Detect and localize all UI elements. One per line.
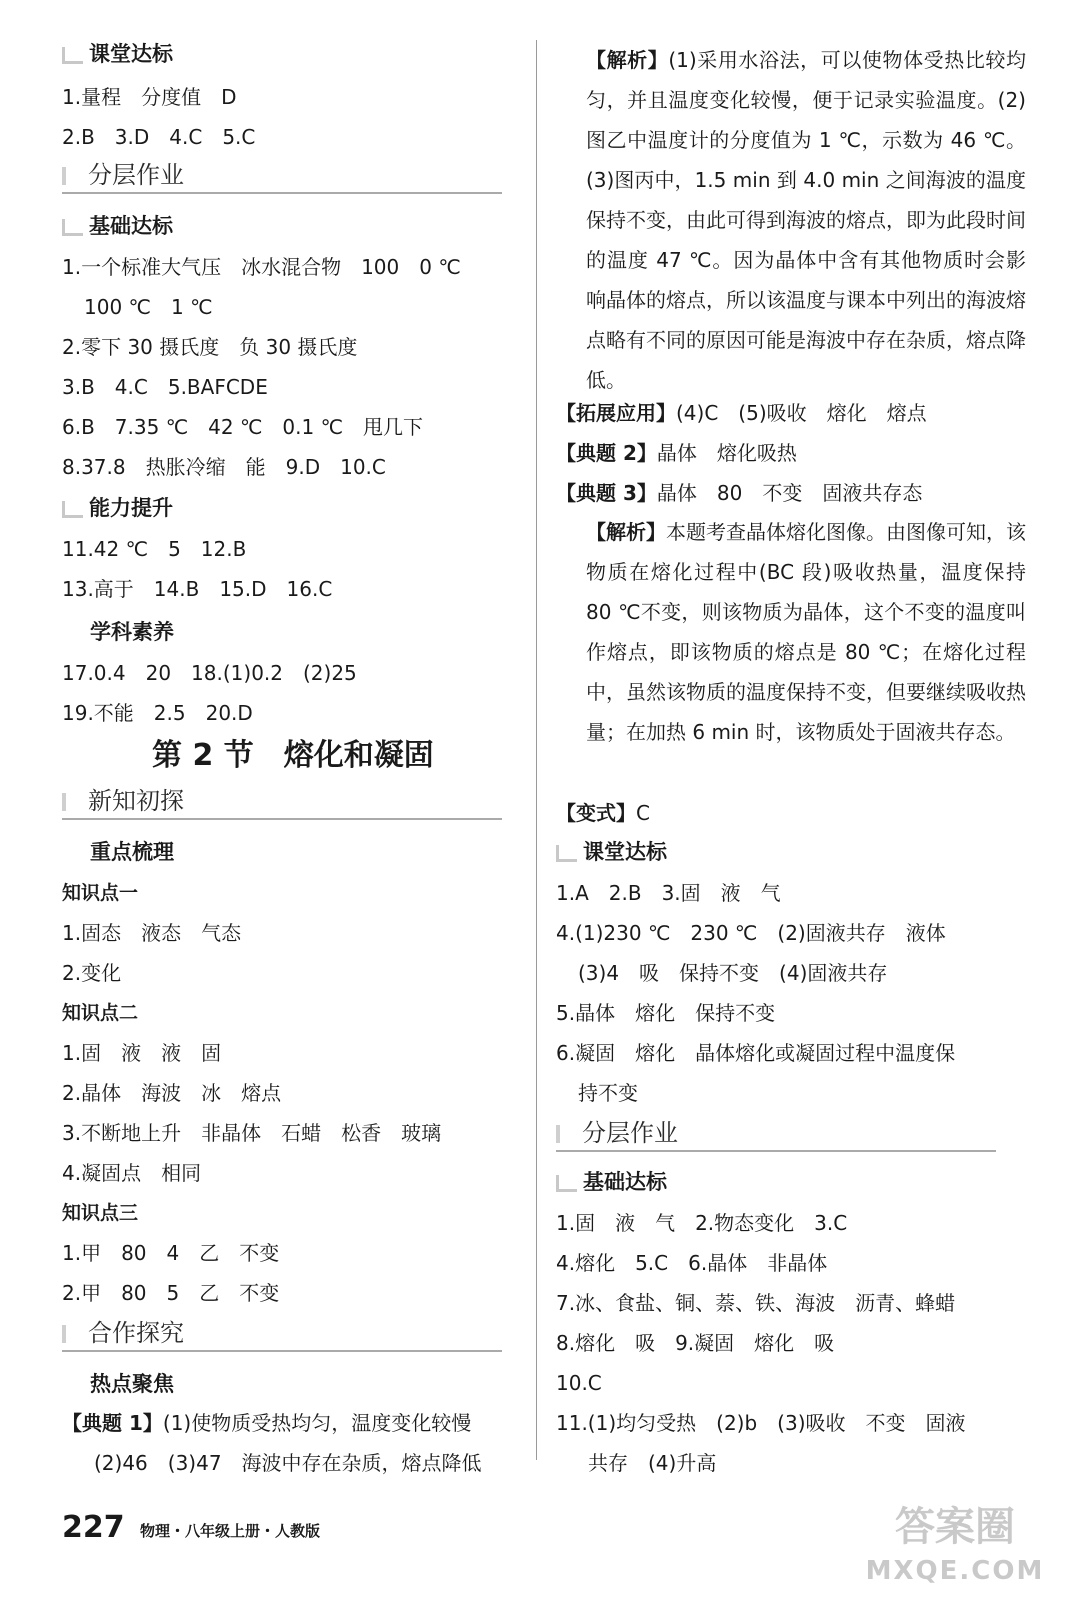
heading-marker-icon <box>62 47 83 64</box>
band-marker-icon <box>62 1325 80 1343</box>
page-number: 227 <box>62 1510 125 1545</box>
answer-line: 11.(1)均匀受热 (2)b (3)吸收 不变 固液 <box>556 1411 966 1435</box>
answer-line: 【拓展应用】(4)C (5)吸收 熔化 熔点 <box>556 401 927 425</box>
answer-line: 2.变化 <box>62 961 122 985</box>
answer-line: 【典题 2】晶体 熔化吸热 <box>556 441 797 465</box>
heading-marker-icon <box>556 845 577 862</box>
answer-line: 持不变 <box>578 1081 638 1105</box>
answer-line: 1.固态 液态 气态 <box>62 921 242 945</box>
heading-ketang: 课堂达标 <box>556 838 667 866</box>
question-label: 【典题 2】 <box>556 441 657 465</box>
answer-line: 13.高于 14.B 15.D 16.C <box>62 577 333 601</box>
heading-xueke: 学科素养 <box>90 620 174 644</box>
question-label: 【拓展应用】 <box>556 401 676 425</box>
heading-zhongdian: 重点梳理 <box>90 840 174 864</box>
answer-line: 17.0.4 20 18.(1)0.2 (2)25 <box>62 661 357 685</box>
answer-line: (2)46 (3)47 海波中存在杂质，熔点降低 <box>94 1451 482 1475</box>
analysis-label: 【解析】 <box>586 520 666 544</box>
answer-line: 1.一个标准大气压 冰水混合物 100 0 ℃ <box>62 255 461 279</box>
heading-marker-icon <box>62 219 83 236</box>
watermark-logo <box>860 1505 1050 1595</box>
heading-redian: 热点聚焦 <box>90 1372 174 1396</box>
answer-line: 100 ℃ 1 ℃ <box>84 295 213 319</box>
band-marker-icon <box>62 793 80 811</box>
watermark-bottom: MXQE.COM <box>865 1556 1045 1586</box>
answer-line: 1.固 液 气 2.物态变化 3.C <box>556 1211 848 1235</box>
answer-line: 8.37.8 热胀冷缩 能 9.D 10.C <box>62 455 386 479</box>
answer-line: 8.熔化 吸 9.凝固 熔化 吸 <box>556 1331 835 1355</box>
heading-jichu: 基础达标 <box>556 1168 667 1196</box>
answer-line: (3)4 吸 保持不变 (4)固液共存 <box>578 961 888 985</box>
watermark-top: 答案圈 <box>895 1504 1015 1550</box>
answer-line: 4.(1)230 ℃ 230 ℃ (2)固液共存 液体 <box>556 921 946 945</box>
question-label: 【典题 1】 <box>62 1411 163 1435</box>
answer-line: 共存 (4)升高 <box>588 1451 717 1475</box>
answer-line: 5.晶体 熔化 保持不变 <box>556 1001 776 1025</box>
answer-line: 2.B 3.D 4.C 5.C <box>62 125 256 149</box>
answer-line: 1.固 液 液 固 <box>62 1041 222 1065</box>
band-fenceng: 分层作业 <box>62 158 502 194</box>
answer-line: 4.熔化 5.C 6.晶体 非晶体 <box>556 1251 828 1275</box>
answer-line: 2.晶体 海波 冰 熔点 <box>62 1081 282 1105</box>
answer-line: 【典题 3】晶体 80 不变 固液共存态 <box>556 481 923 505</box>
answer-line: 2.甲 80 5 乙 不变 <box>62 1281 280 1305</box>
answer-line: 2.零下 30 摄氏度 负 30 摄氏度 <box>62 335 358 359</box>
knowledge-point-label: 知识点一 <box>62 882 139 904</box>
question-label: 【变式】 <box>556 801 636 825</box>
answer-line: 11.42 ℃ 5 12.B <box>62 537 247 561</box>
band-xinzhi: 新知初探 <box>62 784 502 820</box>
book-info: 物理・八年级上册・人教版 <box>140 1522 321 1540</box>
analysis-paragraph: 【解析】(1)采用水浴法，可以使物体受热比较均匀，并且温度变化较慢，便于记录实验温度。(2)图乙中温度计的分度值为 1 ℃，示数为 46 ℃。(3)图丙中，1.5 min 到 4.0 min 之间海波的温度保持不变，由此可得到海波的熔点，即为此段时间的温度 47 ℃。因为晶体中含有其他物质时会影响晶体的熔点，所以该温度与课本中列出的海波熔点略有不同的原因可能是海波中存在杂质，熔点降低。 <box>586 48 1026 392</box>
answer-line: 6.B 7.35 ℃ 42 ℃ 0.1 ℃ 甩几下 <box>62 415 424 439</box>
heading-marker-icon <box>556 1175 577 1192</box>
answer-line: 【变式】C <box>556 801 650 825</box>
heading-jichu: 基础达标 <box>62 212 173 240</box>
heading-nengli: 能力提升 <box>62 494 173 522</box>
band-fenceng: 分层作业 <box>556 1116 996 1152</box>
answer-line: 3.B 4.C 5.BAFCDE <box>62 375 268 399</box>
band-marker-icon <box>62 167 80 185</box>
answer-line: 19.不能 2.5 20.D <box>62 701 253 725</box>
answer-line: 4.凝固点 相同 <box>62 1161 202 1185</box>
answer-line: 【典题 1】(1)使物质受热均匀，温度变化较慢 <box>62 1411 472 1435</box>
answer-line: 3.不断地上升 非晶体 石蜡 松香 玻璃 <box>62 1121 442 1145</box>
knowledge-point-label: 知识点二 <box>62 1002 139 1024</box>
question-label: 【典题 3】 <box>556 481 657 505</box>
answer-line: 1.A 2.B 3.固 液 气 <box>556 881 781 905</box>
answer-line: 6.凝固 熔化 晶体熔化或凝固过程中温度保 <box>556 1041 956 1065</box>
analysis-paragraph: 【解析】本题考查晶体熔化图像。由图像可知，该物质在熔化过程中(BC 段)吸收热量，温度保持 80 ℃不变，则该物质为晶体，这个不变的温度叫作熔点，即该物质的熔点是 80 ℃；在熔化过程中，虽然该物质的温度保持不变，但要继续吸收热量；在加热 6 min 时，该物质处于固液共存态。 <box>586 520 1026 744</box>
band-marker-icon <box>556 1125 574 1143</box>
band-hezuo: 合作探究 <box>62 1316 502 1352</box>
answer-line: 1.量程 分度值 D <box>62 85 237 109</box>
section-title: 第 2 节 熔化和凝固 <box>152 738 434 773</box>
knowledge-point-label: 知识点三 <box>62 1202 139 1224</box>
analysis-label: 【解析】 <box>586 48 669 72</box>
column-divider <box>536 40 537 1460</box>
answer-line: 7.冰、食盐、铜、萘、铁、海波 沥青、蜂蜡 <box>556 1291 956 1315</box>
heading-marker-icon <box>62 501 83 518</box>
answer-line: 1.甲 80 4 乙 不变 <box>62 1241 280 1265</box>
heading-ketang: 课堂达标 <box>62 40 173 68</box>
answer-line: 10.C <box>556 1371 602 1395</box>
